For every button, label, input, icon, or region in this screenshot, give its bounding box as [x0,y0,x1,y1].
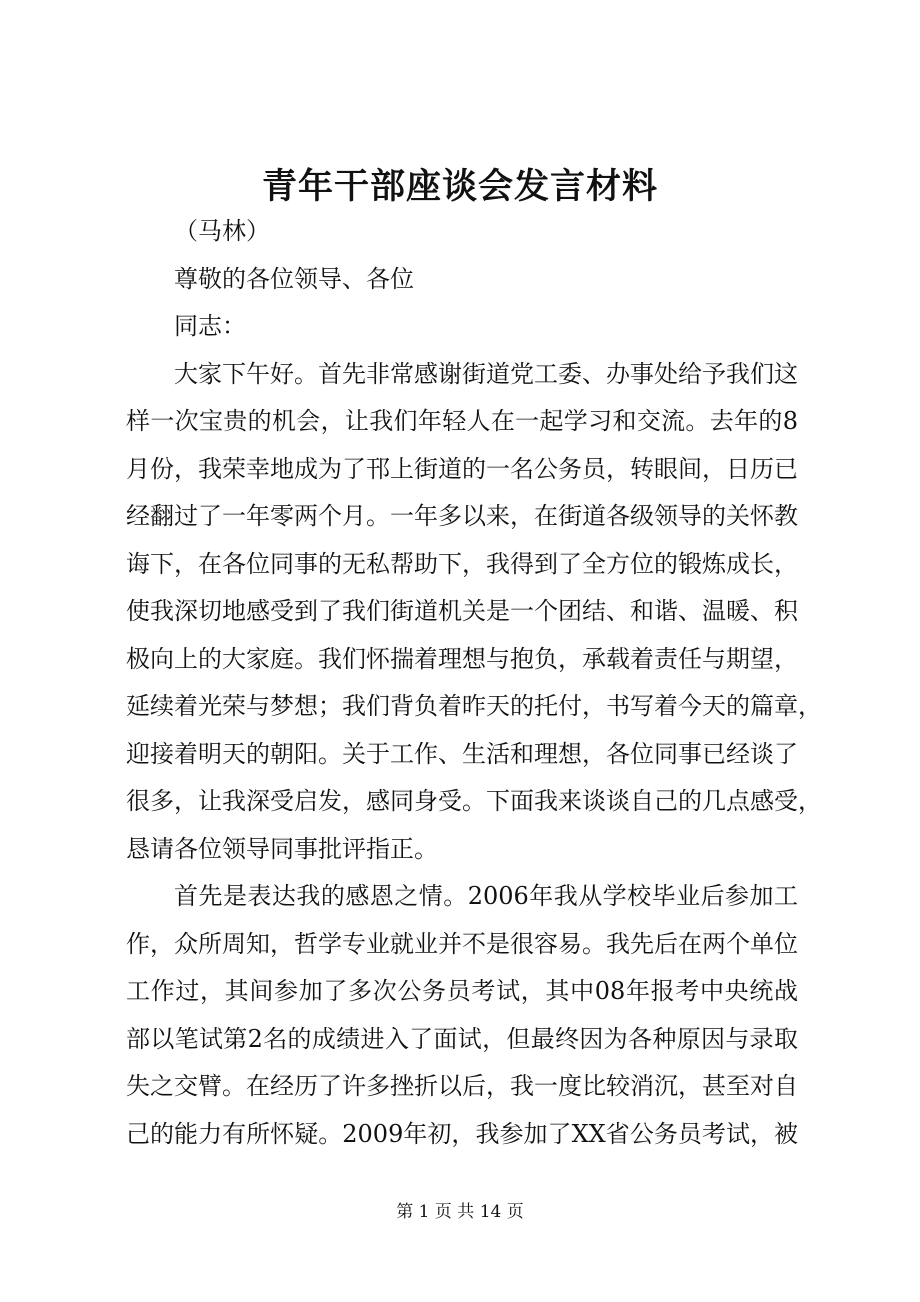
text-line: 己的能力有所怀疑。2009年初，我参加了XX省公务员考试，被 [126,1119,798,1148]
text-line: 经翻过了一年零两个月。一年多以来，在街道各级领导的关怀教 [126,502,798,530]
document-body [126,208,822,1158]
text-line: 大家下午好。首先非常感谢街道党工委、办事处给予我们这 [174,359,798,388]
document-title: 青年干部座谈会发言材料 [261,166,658,207]
text-line: 使我深切地感受到了我们街道机关是一个团结、和谐、温暖、积 [126,597,798,625]
text-line: 恳请各位领导同事批评指正。 [126,834,438,863]
text-line: 月份，我荣幸地成为了邗上街道的一名公务员，转眼间，日历已 [126,454,798,483]
text-line: 失之交臂。在经历了许多挫折以后，我一度比较消沉，甚至对自 [126,1072,798,1100]
text-line: 首先是表达我的感恩之情。2006年我从学校毕业后参加工 [174,882,798,910]
text-line: 很多，让我深受启发，感同身受。下面我来谈谈自己的几点感受， [126,787,822,815]
salutation-line-2: 同志： [174,312,246,340]
author-line: （马林） [174,217,270,245]
text-line: 部以笔试第2名的成绩进入了面试，但最终因为各种原因与录取 [126,1024,798,1053]
text-line: 样一次宝贵的机会，让我们年轻人在一起学习和交流。去年的8 [126,407,798,435]
salutation-line-1: 尊敬的各位领导、各位 [174,264,414,293]
text-line: 迎接着明天的朝阳。关于工作、生活和理想，各位同事已经谈了 [126,739,798,768]
text-line: 诲下，在各位同事的无私帮助下，我得到了全方位的锻炼成长， [126,549,798,578]
text-line: 极向上的大家庭。我们怀揣着理想与抱负，承载着责任与期望， [126,644,798,673]
text-line: 工作过，其间参加了多次公务员考试，其中08年报考中央统战 [126,977,798,1005]
text-line: 作，众所周知，哲学专业就业并不是很容易。我先后在两个单位 [126,929,798,958]
text-line: 延续着光荣与梦想；我们背负着昨天的托付，书写着今天的篇章， [126,692,822,720]
page-footer: 第 1 页 共 14 页 [396,1202,524,1222]
